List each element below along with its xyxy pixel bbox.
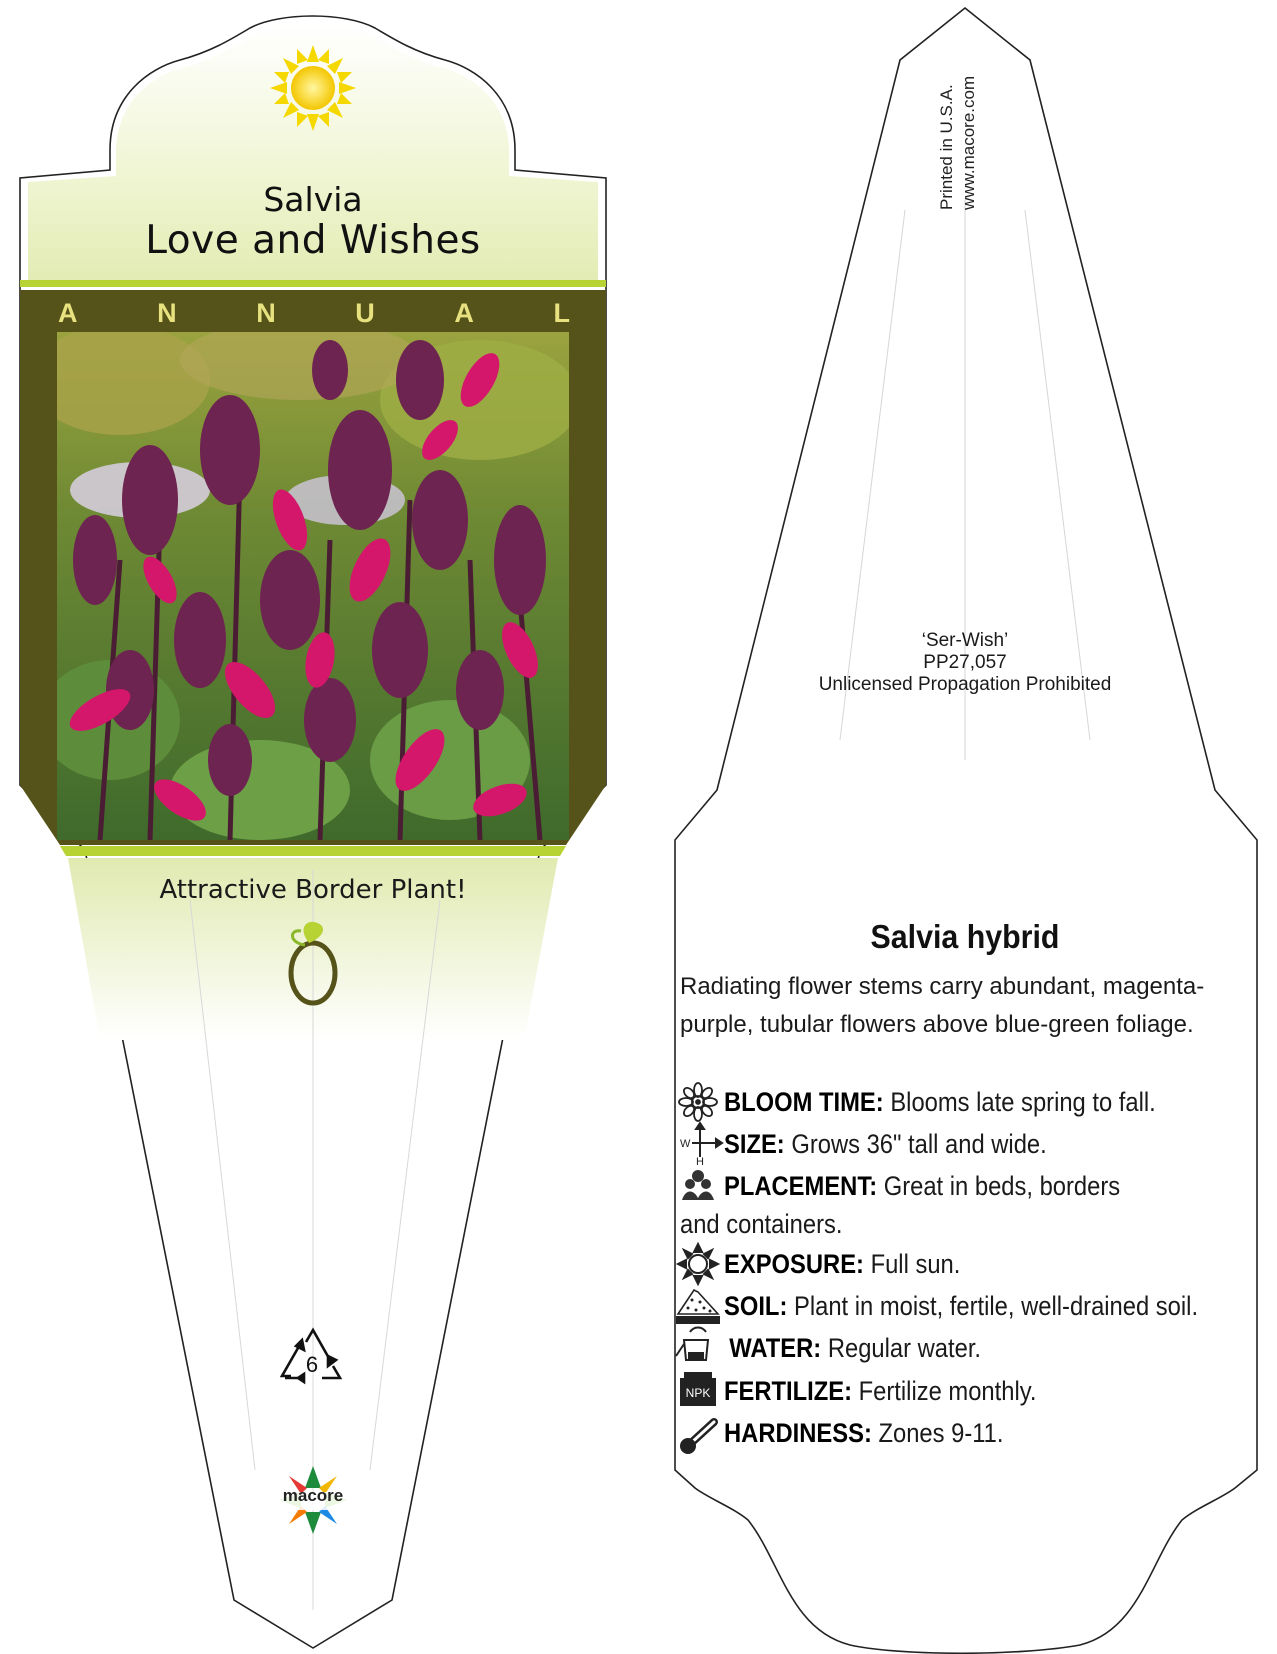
category-label — [58, 298, 570, 329]
svg-text:NPK: NPK — [685, 1386, 711, 1400]
care-text: Regular water. — [827, 1333, 982, 1363]
patent-info — [770, 630, 1160, 696]
propagation-notice: Unlicensed Propagation Prohibited — [818, 674, 1112, 695]
care-text: Plant in moist, fertile, well-drained soil. — [793, 1291, 1199, 1321]
category-letter: L — [553, 298, 570, 328]
care-text: Full sun. — [870, 1249, 961, 1279]
svg-text:H: H — [696, 1156, 704, 1168]
care-label: BLOOM TIME: — [724, 1087, 884, 1117]
front-variety: Love and Wishes — [145, 218, 481, 263]
care-size — [680, 1125, 1243, 1163]
category-letter: A — [454, 298, 474, 328]
care-hardiness — [680, 1414, 1243, 1452]
patent-number: PP27,057 — [923, 652, 1007, 673]
category-letter: A — [58, 298, 78, 328]
care-text: Great in beds, borders and containers. — [680, 1171, 1121, 1239]
credit-line: www.macore.com — [959, 75, 978, 210]
category-letter: N — [157, 298, 177, 328]
care-fertilize — [680, 1372, 1243, 1410]
cultivar-name: ‘Ser-Wish’ — [921, 630, 1009, 651]
care-label: EXPOSURE: — [724, 1249, 864, 1279]
recycle-number: 6 — [305, 1352, 319, 1377]
care-label: HARDINESS: — [724, 1418, 872, 1448]
care-placement — [680, 1167, 1138, 1243]
care-soil — [680, 1287, 1243, 1325]
care-text: Blooms late spring to fall. — [890, 1087, 1156, 1117]
care-text: Zones 9-11. — [878, 1418, 1004, 1448]
tagline: Attractive Border Plant! — [159, 875, 467, 905]
front-genus: Salvia — [263, 180, 363, 219]
svg-text:W: W — [680, 1138, 691, 1150]
care-label: FERTILIZE: — [724, 1376, 853, 1406]
category-letter: U — [355, 298, 375, 328]
plant-photo — [30, 320, 580, 840]
care-water — [680, 1329, 1243, 1367]
botanical-title: Salvia hybrid — [870, 918, 1060, 955]
care-label: PLACEMENT: — [724, 1171, 878, 1201]
care-exposure — [680, 1245, 1243, 1283]
care-label: SIZE: — [724, 1129, 785, 1159]
care-text: Grows 36" tall and wide. — [791, 1129, 1047, 1159]
plant-description: Radiating flower stems carry abundant, magenta-purple, tubular flowers above blue-green foliage. — [680, 973, 1205, 1038]
credit-line: Printed in U.S.A. — [937, 84, 956, 210]
care-bloom-time — [680, 1083, 1243, 1121]
brand-name: macore — [282, 1486, 344, 1505]
care-text: Fertilize monthly. — [858, 1376, 1037, 1406]
care-label: SOIL: — [724, 1291, 788, 1321]
care-label: WATER: — [729, 1333, 822, 1363]
category-letter: N — [256, 298, 276, 328]
print-credits — [936, 50, 996, 210]
